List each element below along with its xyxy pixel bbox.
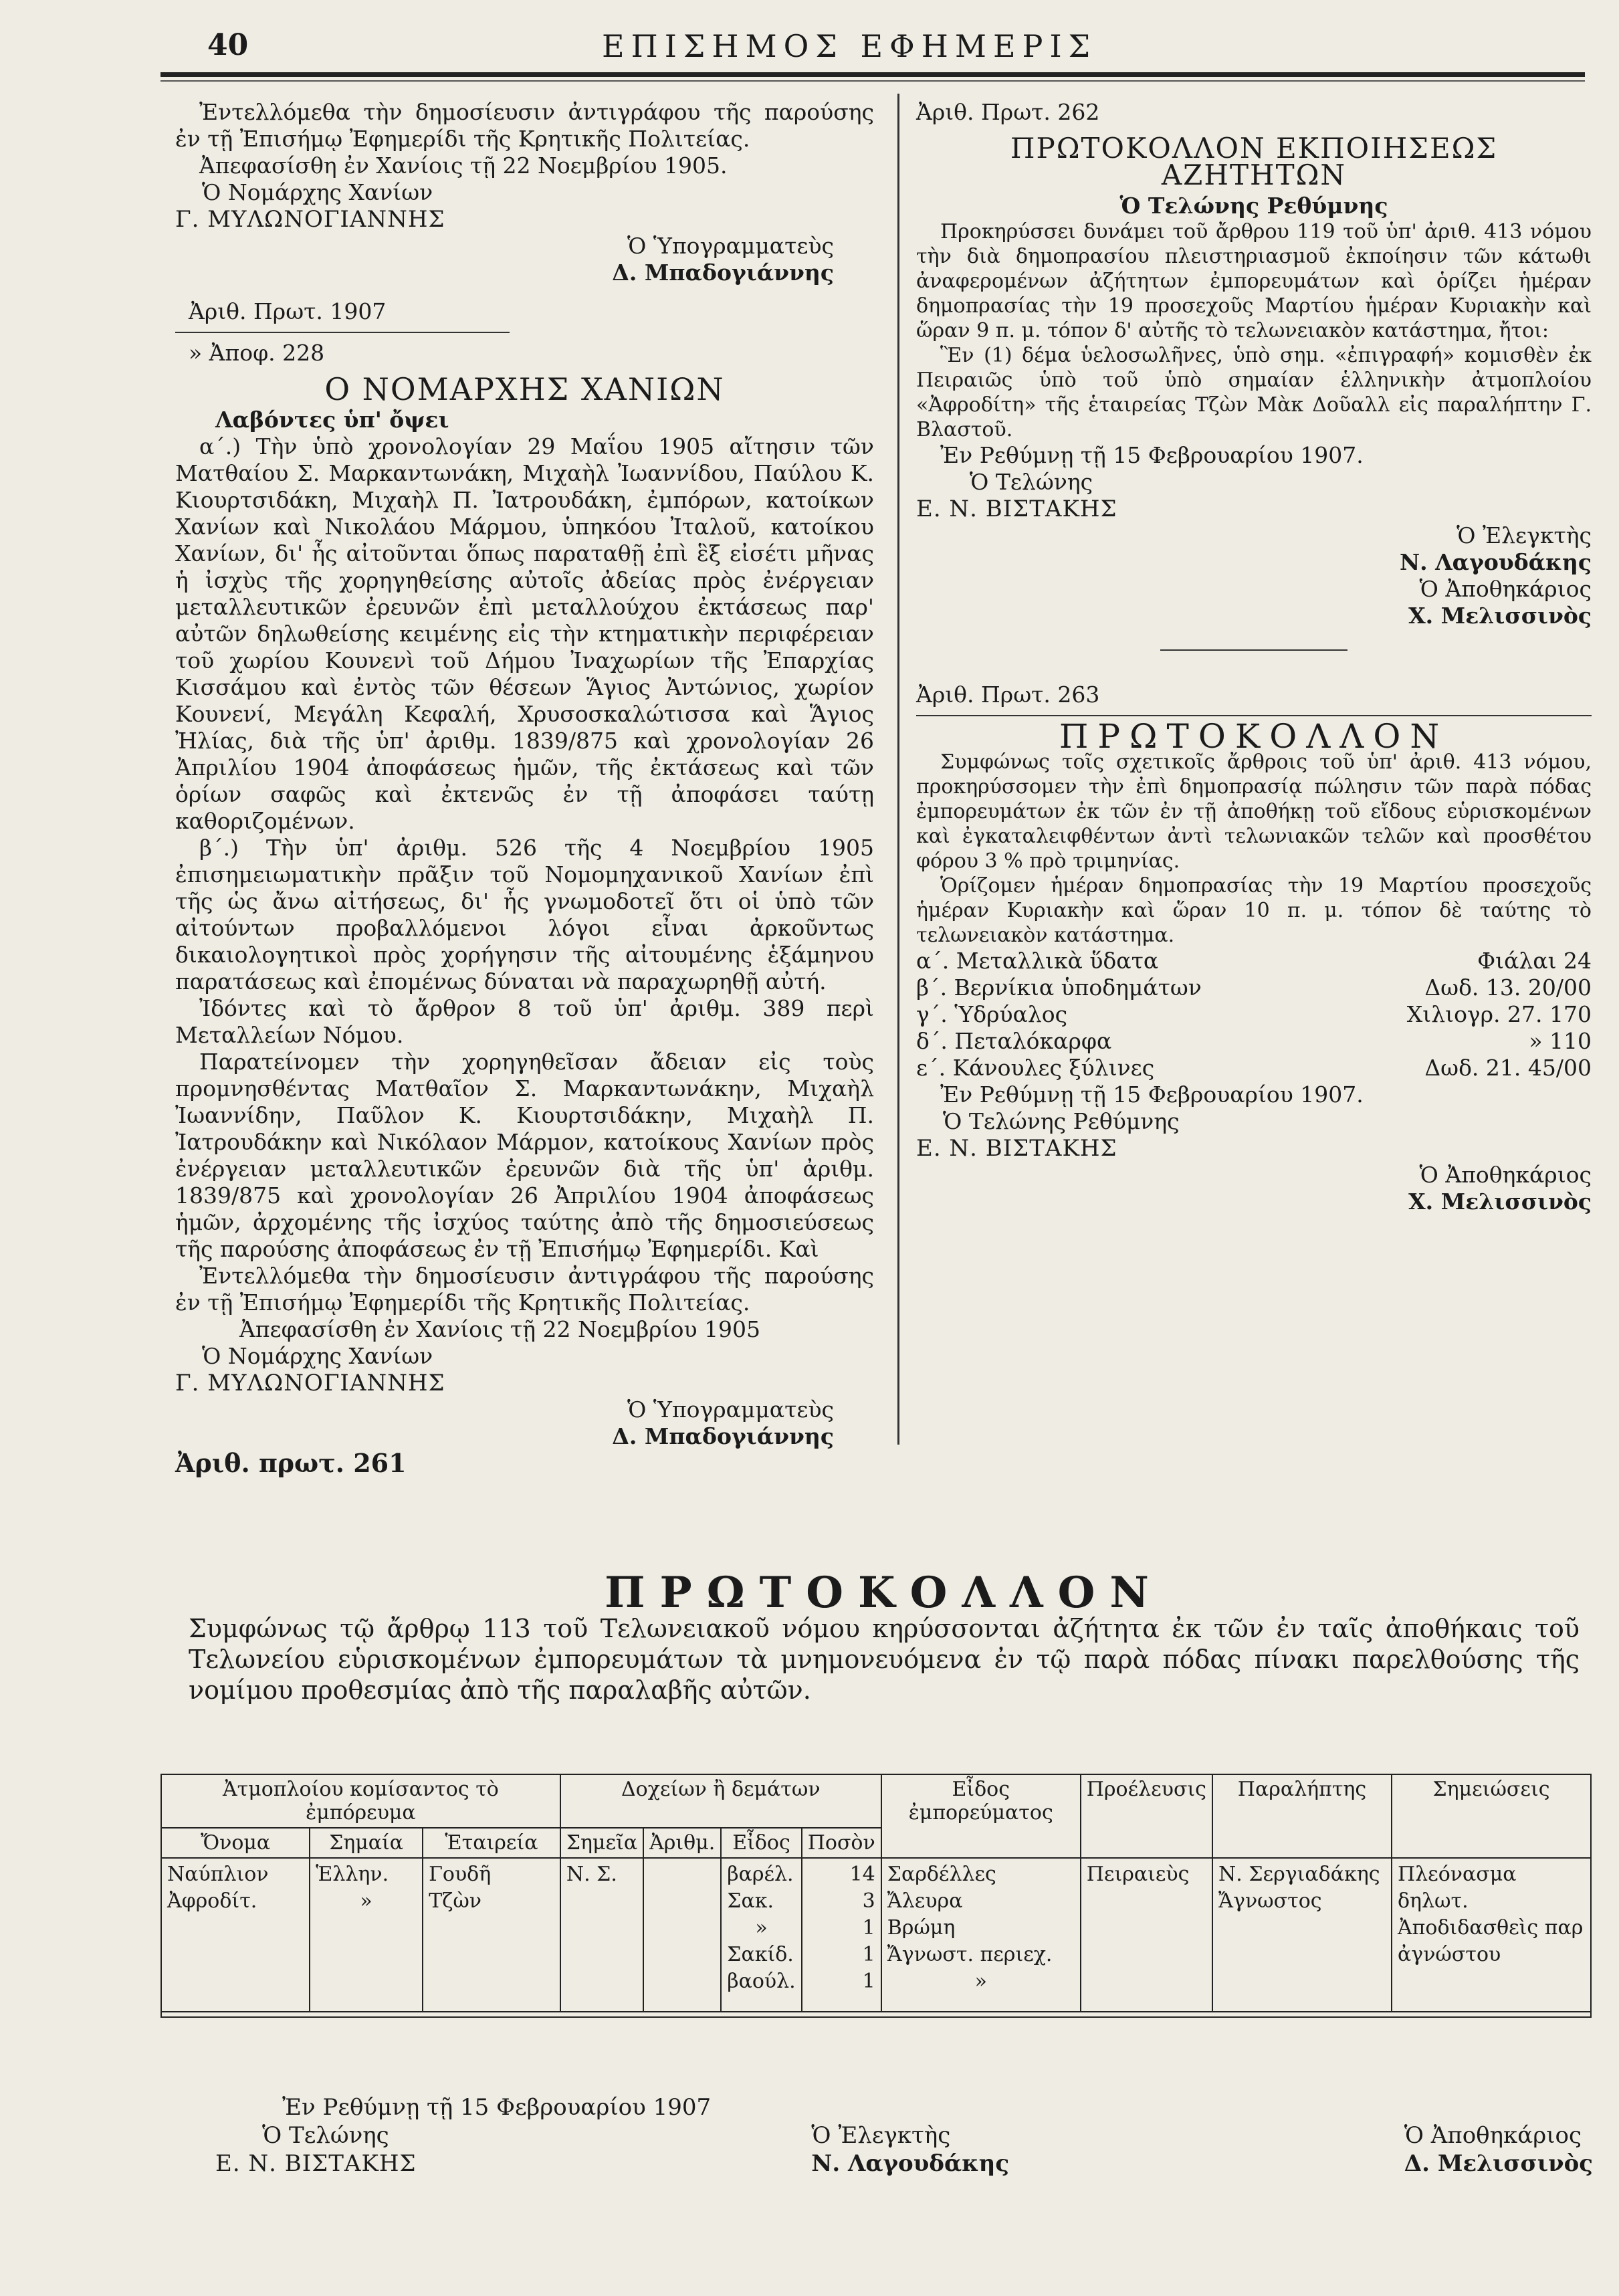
nomarchis-title: Ο ΝΟΜΑΡΧΗΣ ΧΑΝΙΩΝ (324, 371, 725, 407)
list-item: γ΄. Ὑδρύαλος Χιλιογρ. 27. 170 (916, 1001, 1592, 1027)
th-proeleusis: Προέλευσις (1081, 1774, 1212, 1858)
apoth2-name: Χ. Μελισσινὸς (1408, 1188, 1592, 1215)
subtitle-262: Ὁ Τελώνης Ρεθύμνης (1119, 193, 1388, 219)
footer-tel: Ὁ Τελώνης Ε. Ν. ΒΙΣΤΑΚΗΣ (215, 2122, 417, 2177)
labontes: Λαβόντες ὑπ' ὄψει (215, 407, 449, 433)
para-263: Συμφώνως τοῖς σχετικοῖς ἄρθροις τοῦ ὑπ' ἀριθ. 413 νόμου, προκηρύσσομεν τὴν ἐπὶ δημοπρασίᾳ πώλησιν τῶν παρὰ πόδας ἐμπορευμάτων ἐκ τῶν ἐν τῇ ἀποθήκῃ τοῦ εἴδους εὑρισκομένων καὶ ἐγκαταλειφθέντων ἀντὶ τελωνιακῶν τελῶν καὶ προσθέτου φόρου 3 % πρὸ τριμηνίας. (916, 750, 1592, 873)
arith-261: Ἀριθ. πρωτ. 261 (175, 1448, 407, 1478)
divider (1160, 649, 1347, 651)
th-eidos-small: Εἶδος (721, 1828, 801, 1858)
th-paraliptis: Παραλήπτης (1212, 1774, 1392, 1858)
title-263: ΠΡΩΤΟΚΟΛΛΟΝ (1059, 717, 1449, 756)
footer (175, 2093, 1593, 2178)
sig1-name: Γ. ΜΥΛΩΝΟΓΙΑΝΝΗΣ (175, 206, 445, 233)
cell-poson: 14 3 1 1 1 (802, 1858, 881, 2012)
tel2-name: Ε. Ν. ΒΙΣΤΑΚΗΣ (916, 1135, 1117, 1162)
cell-proeleusis: Πειραιεὺς (1081, 1858, 1212, 2012)
th-group-ship: Ἀτμοπλοίου κομίσαντος τὸ ἐμπόρευμα (161, 1774, 560, 1828)
items-list (916, 948, 1592, 1081)
sig2-sec-name: Δ. Μπαδογιάννης (612, 1423, 834, 1449)
table-bottom (161, 2012, 1591, 2017)
cell-arithm (643, 1858, 721, 2012)
sig1-sec-name: Δ. Μπαδογιάννης (612, 259, 834, 286)
list-item: ε΄. Κάνουλες ξύλινες Δωδ. 21. 45/00 (916, 1055, 1592, 1081)
sig2-title: Ὁ Νομάρχης Χανίων (202, 1343, 433, 1369)
header-rule-thin (160, 80, 1585, 82)
para-b: β΄.) Τὴν ὑπ' ἀριθμ. 526 τῆς 4 Νοεμβρίου 1905 ἐπισημειωματικὴν πρᾶξιν τοῦ Νομομηχανικοῦ Χανίων ἐπὶ τῆς ὡς ἄνω αἰτήσεως, δι' ἧς γνωμοδοτεῖ ὅτι οἱ ὑπὸ τῶν αἰτούντων προβαλλόμενοι λόγοι εἶναι ἀρκοῦντως δικαιολογητικοὶ πρὸς χορήγησιν τῆς αἰτουμένης ἑξάμηνου παρατάσεως καὶ ἐπομένως δύναται νὰ παραχωρηθῇ αὐτή. (175, 835, 874, 995)
th-arithm: Ἀριθμ. (643, 1828, 721, 1858)
intro-line-1: Ἐντελλόμεθα τὴν δημοσίευσιν ἀντιγράφου τῆς παρούσης ἐν τῇ Ἐπισήμῳ Ἐφημερίδι τῆς Κρητικῆς Πολιτείας. (175, 99, 874, 152)
sig2-sec-title: Ὁ Ὑπογραμματεὺς (627, 1396, 834, 1423)
tel-name: Ε. Ν. ΒΙΣΤΑΚΗΣ (916, 496, 1117, 522)
th-simaia: Σημαία (310, 1828, 423, 1858)
protocol-title: ΠΡΩΤΟΚΟΛΛΟΝ (605, 1568, 1164, 1618)
para-c: Ἰδόντες καὶ τὸ ἄρθρον 8 τοῦ ὑπ' ἀριθμ. 389 περὶ Μεταλλείων Νόμου. (175, 995, 874, 1048)
cell-etaireia: Γουδῆ Τζὼν (423, 1858, 560, 2012)
protocol-text: Συμφώνως τῷ ἄρθρῳ 113 τοῦ Τελωνειακοῦ νόμου κηρύσσονται ἀζήτητα ἐκ τῶν ἐν ταῖς ἀποθήκαις τοῦ Τελωνείου εὑρισκομένων ἐμπορευμάτων τὰ μνημονευόμενα ἐν τῷ παρὰ πόδας πίνακι παρελθούσης τῆς νομίμου προθεσμίας ἀπὸ τῆς παραλαβῆς αὐτῶν. (189, 1614, 1580, 1705)
sig1-title: Ὁ Νομάρχης Χανίων (202, 179, 433, 205)
sig2-name: Γ. ΜΥΛΩΝΟΓΙΑΝΝΗΣ (175, 1370, 445, 1396)
elegktis-name: Ν. Λαγουδάκης (1399, 549, 1592, 575)
left-column (175, 99, 874, 1477)
th-poson: Ποσὸν (802, 1828, 881, 1858)
header-rule (160, 72, 1585, 77)
bottom-protocol (175, 1568, 1593, 1705)
para-a: α΄.) Τὴν ὑπὸ χρονολογίαν 29 Μαΐου 1905 αἴτησιν τῶν Ματθαίου Σ. Μαρκαντωνάκη, Μιχαὴλ Ἰωαννίδου, Παύλου Κ. Κιουρτσιδάκη, Μιχαὴλ Π. Ἰατρουδάκη, ἐμπόρων, κατοίκων Χανίων καὶ Νικολάου Μάρμου, ὑπηκόου Ἰταλοῦ, κατοίκου Χανίων, δι' ἧς αἰτοῦνται ὅπως παραταθῇ ἐπὶ ἓξ εἰσέτι μῆνας ἡ ἰσχὺς τῆς χορηγηθείσης αὐτοῖς ἀδείας πρὸς ἐνέργειαν μεταλλευτικῶν ἐρευνῶν ἐπὶ μεταλλούχου ἐκτάσεως παρ' αὐτῶν δηλωθείσης κειμένης εἰς τὴν κτηματικὴν περιφέρειαν τοῦ χωρίου Κουνενὶ τοῦ Δήμου Ἰναχωρίων τῆς Ἐπαρχίας Κισσάμου καὶ ἐντὸς τῶν θέσεων Ἅγιος Ἀντώνιος, χωρίον Κουνενί, Μεγάλη Κεφαλή, Χρυσοσκαλώτισσα καὶ Ἅγιος Ἠλίας, διὰ τῆς ὑπ' ἀριθμ. 1839/875 καὶ χρονολογίαν 26 Ἀπριλίου 1904 ἀποφάσεως ἡμῶν, τῆς ἐκτάσεως καὶ τῶν ὁρίων σαφῶς καὶ ἐκτενῶς ἐν τῇ ἀποφάσει ταύτῃ καθοριζομένων. (175, 433, 874, 834)
sig1-sec-title: Ὁ Ὑπογραμματεὺς (627, 233, 834, 259)
divider (175, 332, 510, 333)
apof-228: » Ἀποφ. 228 (189, 340, 325, 366)
column-divider (897, 94, 899, 1445)
list-item: δ΄. Πεταλόκαρφα » 110 (916, 1028, 1592, 1054)
intro-line-2: Ἀπεφασίσθη ἐν Χανίοις τῇ 22 Νοεμβρίου 1905. (199, 152, 728, 179)
arith-prot-1907: Ἀριθ. Πρωτ. 1907 (189, 298, 387, 324)
apoth-name: Χ. Μελισσινὸς (1408, 603, 1592, 629)
cell-simeia: Ν. Σ. (560, 1858, 643, 2012)
arith-263: Ἀριθ. Πρωτ. 263 (916, 682, 1100, 708)
tel2-title: Ὁ Τελώνης Ρεθύμνης (943, 1108, 1180, 1134)
date-263: Ἐν Ρεθύμνῃ τῇ 15 Φεβρουαρίου 1907. (940, 1081, 1364, 1108)
apoth2-title: Ὁ Ἀποθηκάριος (1419, 1162, 1592, 1188)
th-simeia: Σημεῖα (560, 1828, 643, 1858)
right-column (916, 99, 1592, 1215)
cell-eidos: βαρέλ. Σακ. » Σακίδ. βαούλ. (721, 1858, 801, 2012)
th-simeioseis: Σημειώσεις (1392, 1774, 1591, 1858)
divider (916, 715, 1592, 716)
para-262b: Ἓν (1) δέμα ὑελοσωλῆνες, ὑπὸ σημ. «ἐπιγραφή» κομισθὲν ἐκ Πειραιῶς ὑπὸ τοῦ ὑπὸ σημαίαν ἑλληνικὴν ἀτμοπλοίου «Ἀφροδίτη» τῆς ἑταιρείας Τζὼν Μὰκ Δοῦαλλ εἰς παραλήπτην Γ. Βλαστοῦ. (916, 344, 1592, 441)
th-group-containers: Δοχείων ἢ δεμάτων (560, 1774, 881, 1828)
apoth-title: Ὁ Ἀποθηκάριος (1419, 576, 1592, 602)
protocol-table (160, 1774, 1592, 2018)
th-etaireia: Ἑταιρεία (423, 1828, 560, 1858)
cell-eidos-emp: Σαρδέλλες Ἄλευρα Βρώμη Ἄγνωστ. περιεχ. » (881, 1858, 1081, 2012)
page-number: 40 (207, 28, 249, 62)
date-262: Ἐν Ρεθύμνῃ τῇ 15 Φεβρουαρίου 1907. (940, 442, 1364, 468)
footer-date: Ἐν Ρεθύμνῃ τῇ 15 Φεβρουαρίου 1907 (282, 2094, 712, 2121)
tel-title: Ὁ Τελώνης (970, 469, 1093, 495)
list-item: β΄. Βερνίκια ὑποδημάτων Δωδ. 13. 20/00 (916, 974, 1592, 1001)
th-onoma: Ὄνομα (161, 1828, 310, 1858)
footer-elegktis: Ὁ Ἐλεγκτὴς Ν. Λαγουδάκης (811, 2122, 1010, 2177)
title-262: ΠΡΩΤΟΚΟΛΛΟΝ ΕΚΠΟΙΗΣΕΩΣ ΑΖΗΤΗΤΩΝ (1010, 132, 1498, 191)
cell-simeioseis: Πλεόνασμα δηλωτ. Ἀποδιδασθεὶς παρ ἀγνώστου (1392, 1858, 1591, 2012)
arith-262: Ἀριθ. Πρωτ. 262 (916, 99, 1100, 125)
para-e: Ἐντελλόμεθα τὴν δημοσίευσιν ἀντιγράφου τῆς παρούσης ἐν τῇ Ἐπισήμῳ Ἐφημερίδι τῆς Κρητικῆς Πολιτείας. (175, 1263, 874, 1316)
cell-simaia: Ἑλλην. » (310, 1858, 423, 2012)
masthead: ΕΠΙΣΗΜΟΣ ΕΦΗΜΕΡΙΣ (602, 28, 1097, 64)
th-eidos: Εἶδος ἐμπορεύματος (881, 1774, 1081, 1858)
date-2: Ἀπεφασίσθη ἐν Χανίοις τῇ 22 Νοεμβρίου 1905 (239, 1316, 761, 1342)
para-262: Προκηρύσσει δυνάμει τοῦ ἄρθρου 119 τοῦ ὑπ' ἀριθ. 413 νόμου τὴν διὰ δημοπρασίου πλειστηριασμοῦ ἐκποίησιν τῶν κάτωθι ἀναφερομένων ἀζήτητων ἐμπορευμάτων καὶ ὁρίζει ἡμέραν δημοπρασίας τὴν 19 προσεχοῦς Μαρτίου ἡμέραν Κυριακὴν καὶ ὥραν 9 π. μ. τόπον δ' αὐτῆς τὸ τελωνειακὸν κατάστημα, ἤτοι: (916, 220, 1592, 342)
para-d: Παρατείνομεν τὴν χορηγηθεῖσαν ἄδειαν εἰς τοὺς προμνησθέντας Ματθαῖον Σ. Μαρκαντωνάκην, Μιχαὴλ Ἰωαννίδην, Παῦλον Κ. Κιουρτσιδάκην, Μιχαὴλ Π. Ἰατρουδάκην καὶ Νικόλαον Μάρμον, κατοίκους Χανίων πρὸς ἐνέργειαν μεταλλευτικῶν ἐρευνῶν διὰ τῆς ὑπ' ἀριθμ. 1839/875 καὶ χρονολογίαν 26 Ἀπριλίου 1904 ἀποφάσεως ἡμῶν, ἀρχομένης τῆς ἰσχύος ταύτης ἀπὸ τῆς δημοσιεύσεως τῆς παρούσης ἀποφάσεως ἐν τῇ Ἐπισήμῳ Ἐφημερίδι. Καὶ (175, 1049, 874, 1262)
list-item: α΄. Μεταλλικὰ ὕδατα Φιάλαι 24 (916, 948, 1592, 974)
cell-paraliptis: Ν. Σεργιαδάκης Ἄγνωστος (1212, 1858, 1392, 2012)
footer-apoth: Ὁ Ἀποθηκάριος Δ. Μελισσινὸς (1404, 2122, 1593, 2177)
elegktis-title: Ὁ Ἐλεγκτὴς (1456, 522, 1592, 548)
table-row (161, 1858, 1591, 2012)
cell-onoma: Ναύπλιον Ἀφροδίτ. (161, 1858, 310, 2012)
para-263b: Ὁρίζομεν ἡμέραν δημοπρασίας τὴν 19 Μαρτίου προσεχοῦς ἡμέραν Κυριακὴν καὶ ὥραν 10 π. μ. τόπον δὲ ταύτης τὸ τελωνειακὸν κατάστημα. (916, 874, 1592, 947)
